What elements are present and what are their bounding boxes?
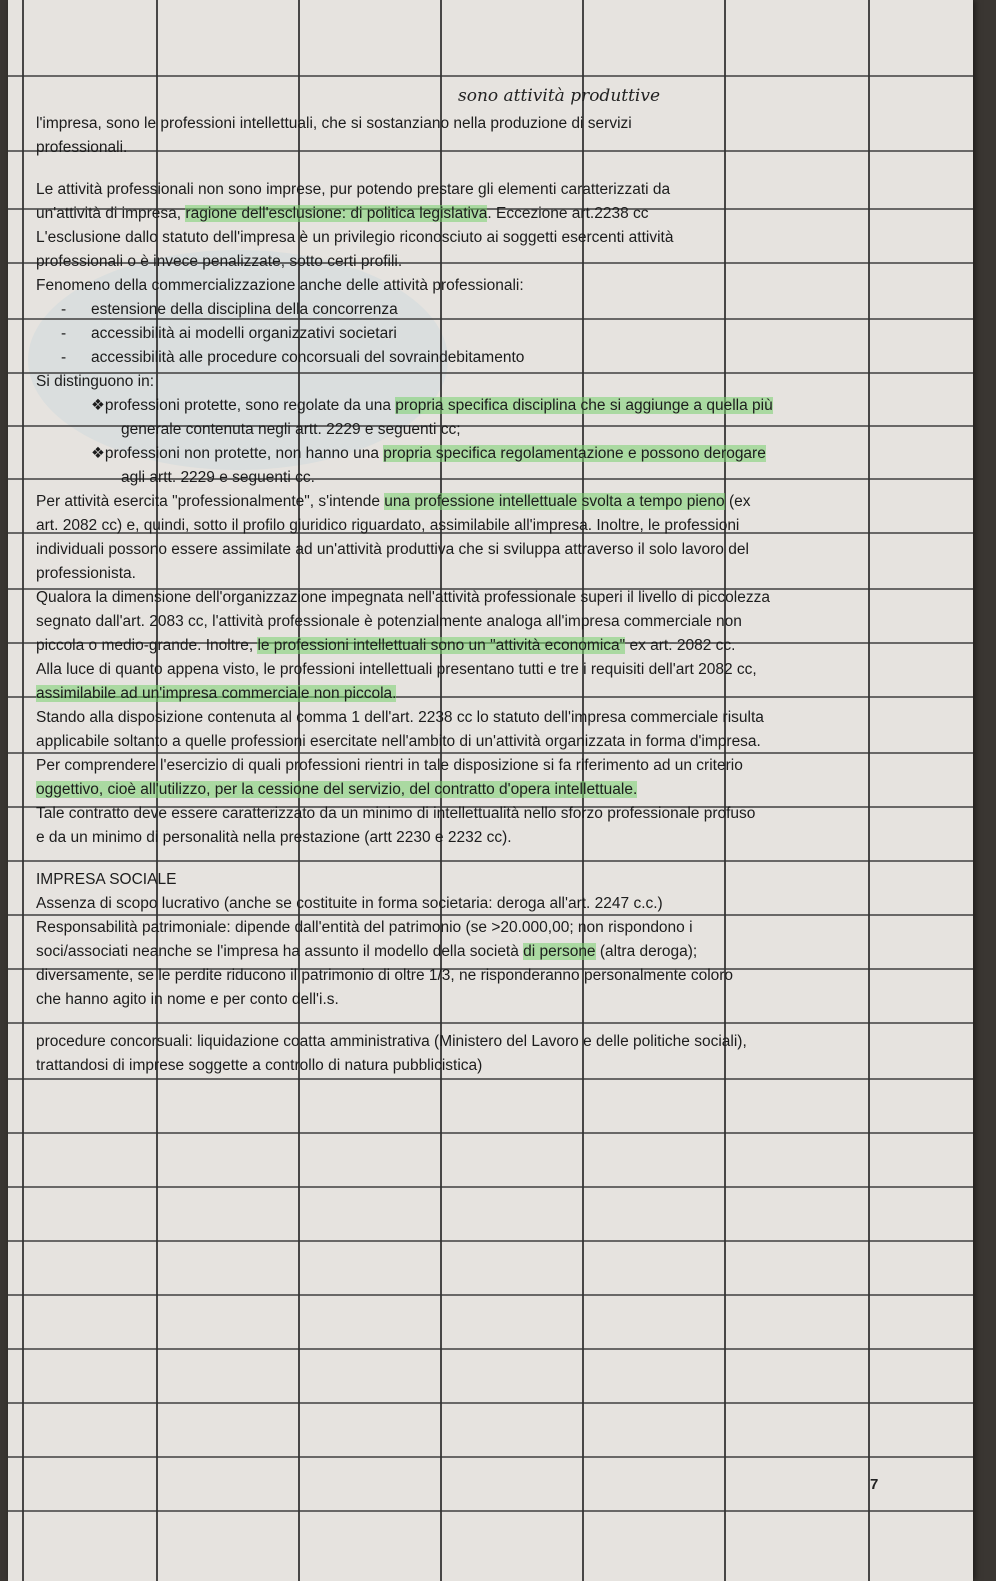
bullet-text: accessibilità ai modelli organizzativi societari: [91, 325, 397, 342]
page-text: [36, 112, 906, 1078]
text-line: [36, 634, 906, 658]
page-number: 7: [870, 1476, 879, 1493]
item-text: professioni non protette, non hanno una: [104, 445, 384, 462]
highlighted-text: propria specifica disciplina che si aggiunge a quella più: [395, 397, 773, 414]
text-line: professionista.: [36, 565, 136, 582]
text-span: Per attività esercita "professionalmente", s'intende: [36, 493, 385, 510]
text-line: che hanno agito in nome e per conto dell'i.s.: [36, 991, 339, 1008]
highlighted-text: assimilabile ad un'impresa commerciale non piccola.: [36, 685, 397, 702]
highlighted-text: le professioni intellettuali sono un "attività economica": [257, 637, 626, 654]
text-line: [36, 202, 906, 226]
text-span: un'attività di impresa,: [36, 205, 186, 222]
text-line: l'impresa, sono le professioni intellettuali, che si sostanziano nella produzione di servizi: [36, 115, 632, 132]
diamond-bullet-icon: ❖: [91, 445, 105, 462]
bullet-item: [36, 346, 906, 370]
grid-line: [8, 1510, 973, 1512]
text-line: individuali possono essere assimilate ad un'attività produttiva che si sviluppa attraverso il solo lavoro del: [36, 541, 749, 558]
text-line: applicabile soltanto a quelle professioni esercitate nell'ambito di un'attività organizzata in forma d'impresa.: [36, 733, 761, 750]
text-line: agli artt. 2229 e seguenti cc.: [121, 469, 315, 486]
text-line: [36, 940, 906, 964]
grid-line: [8, 1240, 973, 1242]
bullet-text: accessibilità alle procedure concorsuali del sovraindebitamento: [91, 349, 525, 366]
highlighted-text: una professione intellettuale svolta a tempo pieno: [384, 493, 725, 510]
text-line: procedure concorsuali: liquidazione coatta amministrativa (Ministero del Lavoro e delle politiche sociali),: [36, 1033, 747, 1050]
text-line: Le attività professionali non sono imprese, pur potendo prestare gli elementi caratterizzati da: [36, 181, 671, 198]
bullet-item: [36, 298, 906, 322]
text-line: diversamente, se le perdite riducono il patrimonio di oltre 1/3, ne risponderanno personalmente coloro: [36, 967, 734, 984]
text-span: . Eccezione art.2238 cc: [487, 205, 649, 222]
grid-line: [8, 1078, 973, 1080]
grid-line: [8, 75, 973, 77]
text-span: (ex: [724, 493, 751, 510]
highlighted-text: ragione dell'esclusione: di politica legislativa: [185, 205, 488, 222]
text-line: Responsabilità patrimoniale: dipende dall'entità del patrimonio (se >20.000,00; non rispondono i: [36, 919, 693, 936]
text-line: Assenza di scopo lucrativo (anche se costituite in forma societaria: deroga all'art. 2247 c.c.): [36, 895, 663, 912]
text-line: Qualora la dimensione dell'organizzazione impegnata nell'attività professionale superi il livello di piccolezza: [36, 589, 770, 606]
text-span: (altra deroga);: [595, 943, 698, 960]
diamond-item: [36, 442, 906, 466]
text-span: soci/associati neanche se l'impresa ha assunto il modello della società: [36, 943, 524, 960]
text-line: Tale contratto deve essere caratterizzato da un minimo di intellettualità nello sforzo professionale profuso: [36, 805, 756, 822]
grid-line: [22, 0, 24, 1581]
diamond-item: [36, 394, 906, 418]
highlighted-text: di persone: [523, 943, 596, 960]
text-line: [36, 778, 906, 802]
grid-line: [8, 1132, 973, 1134]
text-span: piccola o medio-grande. Inoltre,: [36, 637, 258, 654]
text-line: segnato dall'art. 2083 cc, l'attività professionale è potenzialmente analoga all'impresa commerciale non: [36, 613, 742, 630]
grid-line: [8, 1456, 973, 1458]
grid-line: [8, 1402, 973, 1404]
text-line: Fenomeno della commercializzazione anche delle attività professionali:: [36, 277, 524, 294]
bullet-text: estensione della disciplina della concorrenza: [91, 301, 398, 318]
item-text: professioni protette, sono regolate da una: [104, 397, 396, 414]
text-line: Alla luce di quanto appena visto, le professioni intellettuali presentano tutti e tre i requisiti dell'art 2082 cc,: [36, 661, 757, 678]
section-heading: IMPRESA SOCIALE: [36, 871, 177, 888]
diamond-bullet-icon: ❖: [91, 397, 105, 414]
text-line: [36, 490, 906, 514]
bullet-item: [36, 322, 906, 346]
text-line: trattandosi di imprese soggette a controllo di natura pubblicistica): [36, 1057, 483, 1074]
text-line: generale contenuta negli artt. 2229 e seguenti cc;: [121, 421, 461, 438]
notebook-page: [8, 0, 973, 1581]
highlighted-text: oggettivo, cioè all'utilizzo, per la cessione del servizio, del contratto d'opera intellettuale.: [36, 781, 638, 798]
text-span: ex art. 2082 cc.: [625, 637, 736, 654]
text-line: professionali.: [36, 139, 128, 156]
text-line: L'esclusione dallo statuto dell'impresa è un privilegio riconosciuto ai soggetti esercenti attività: [36, 229, 674, 246]
text-line: e da un minimo di personalità nella prestazione (artt 2230 e 2232 cc).: [36, 829, 512, 846]
handwritten-note: sono attività produttive: [458, 86, 661, 106]
text-line: Si distinguono in:: [36, 373, 155, 390]
text-line: [36, 682, 906, 706]
text-line: Per comprendere l'esercizio di quali professioni rientri in tale disposizione si fa riferimento ad un criterio: [36, 757, 743, 774]
dash-bullet-icon: -: [61, 325, 67, 342]
text-line: professionali o è invece penalizzate, sotto certi profili.: [36, 253, 403, 270]
grid-line: [8, 1348, 973, 1350]
dash-bullet-icon: -: [61, 301, 67, 318]
grid-line: [8, 1294, 973, 1296]
grid-line: [8, 1186, 973, 1188]
highlighted-text: propria specifica regolamentazione e possono derogare: [383, 445, 766, 462]
text-line: Stando alla disposizione contenuta al comma 1 dell'art. 2238 cc lo statuto dell'impresa commerciale risulta: [36, 709, 764, 726]
dash-bullet-icon: -: [61, 349, 67, 366]
text-line: art. 2082 cc) e, quindi, sotto il profilo giuridico riguardato, assimilabile all'impresa. Inoltre, le professioni: [36, 517, 740, 534]
